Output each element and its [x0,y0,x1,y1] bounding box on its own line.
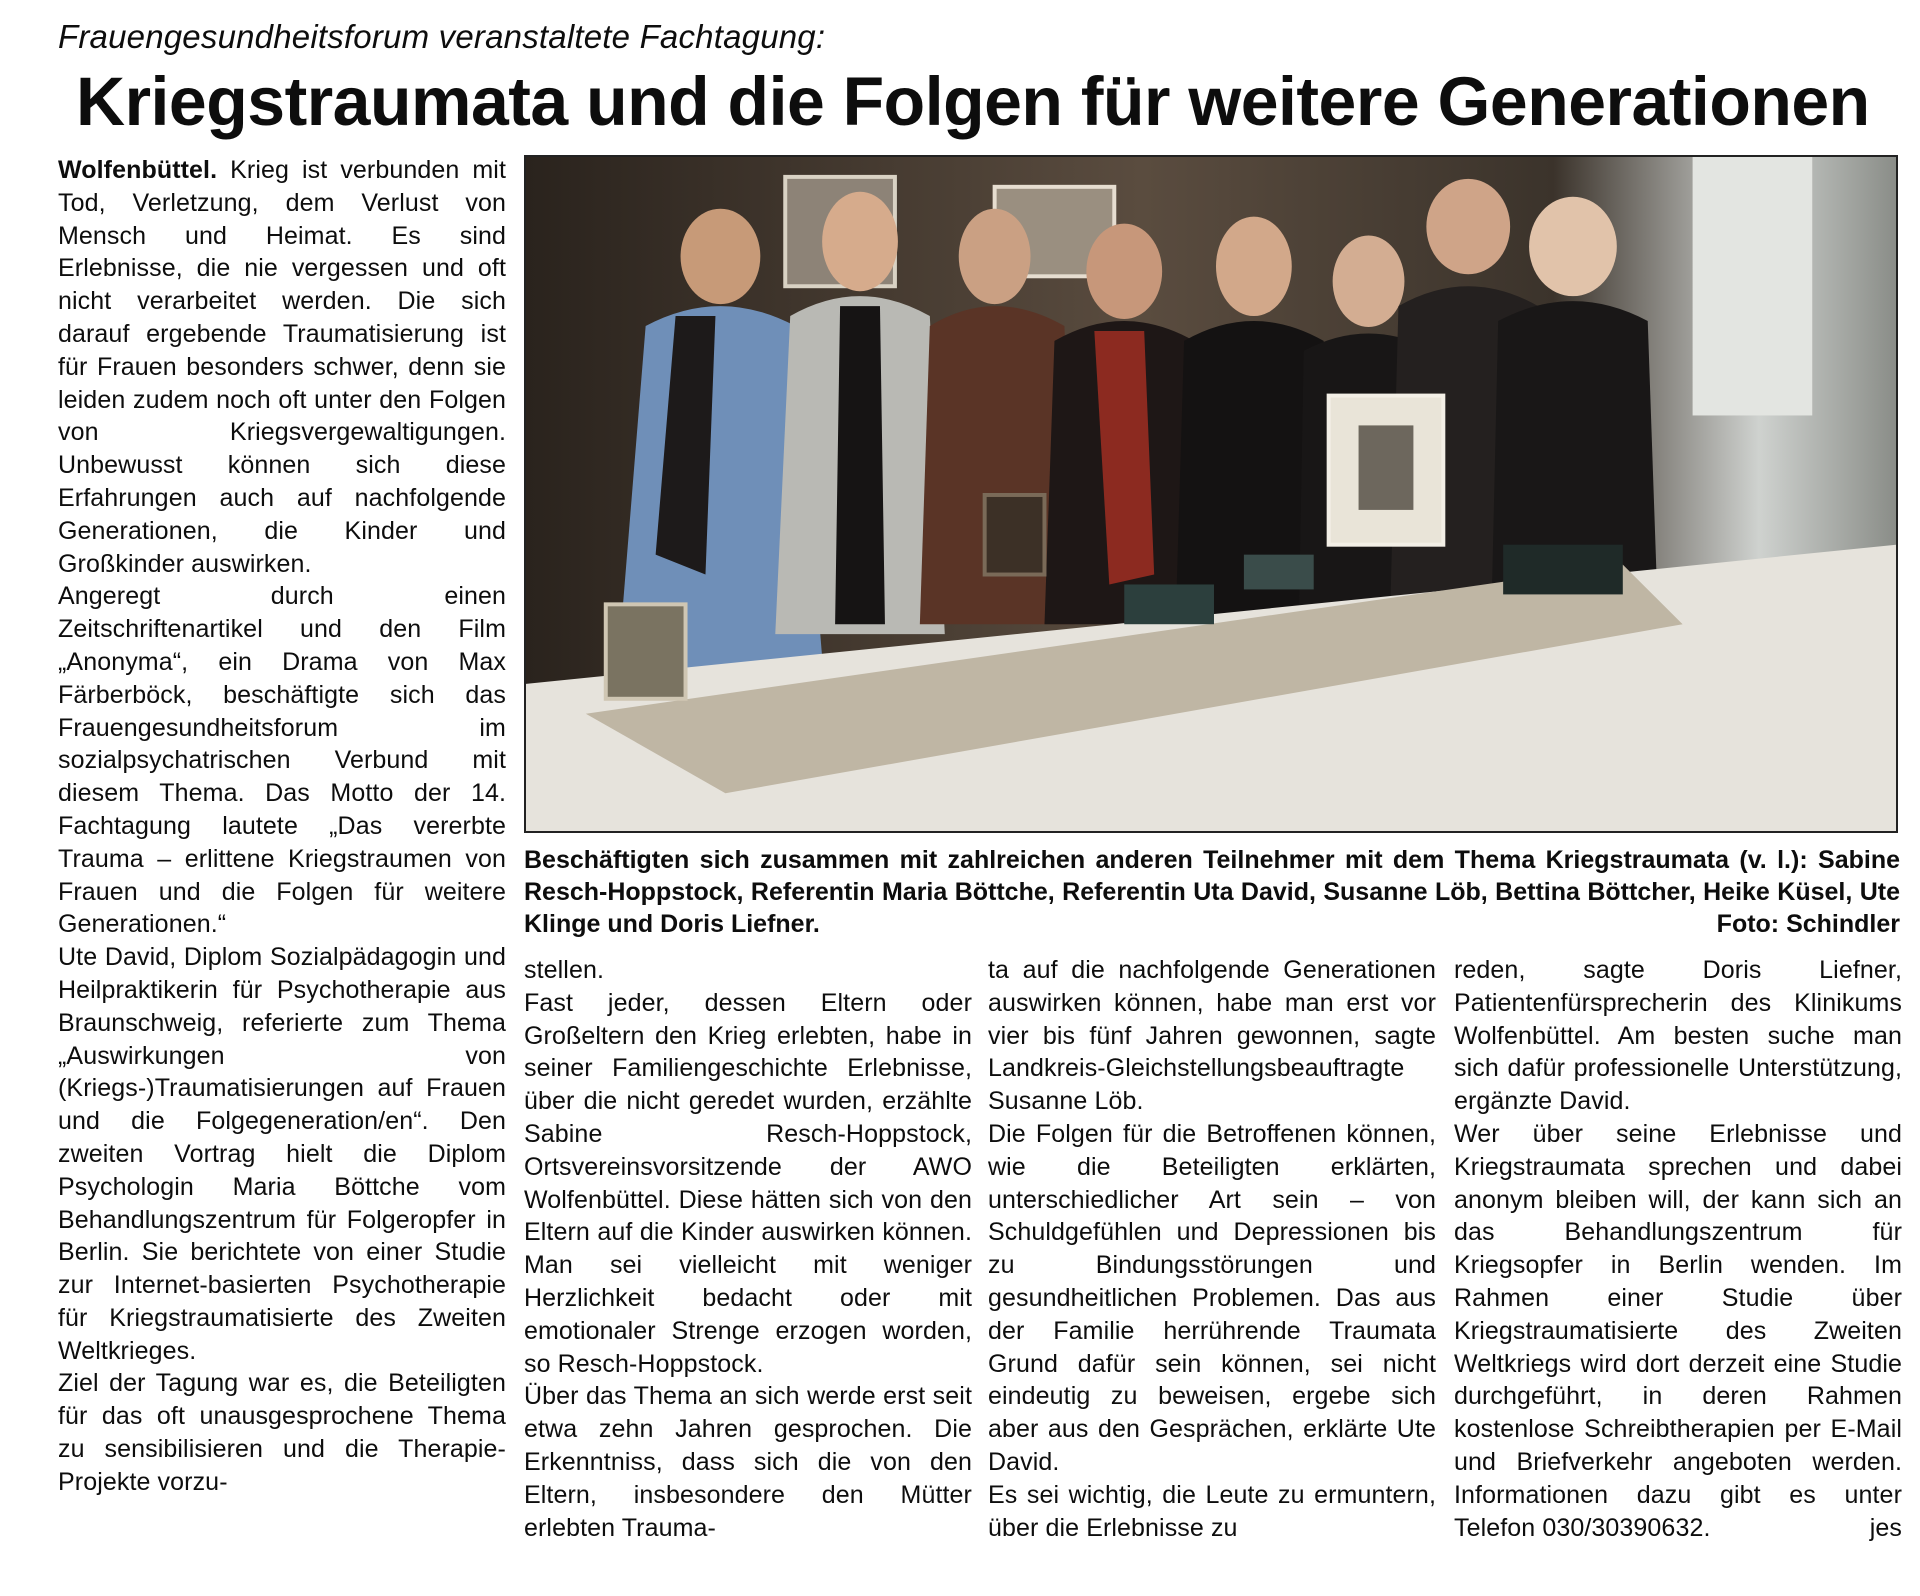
photo-caption [524,844,1900,940]
photo-credit: Foto: Schindler [1716,910,1900,938]
author-signature: jes [1869,1513,1902,1542]
article-headline: Kriegstraumata und die Folgen für weitere Generationen [76,63,1870,140]
caption-text: Beschäftigten sich zusammen mit zahlreichen anderen Teilnehmer mit dem Thema Kriegstraumata (v. l.): Sabine Resch-Hoppstock, Referentin Maria Böttche, Referentin Uta David, Susanne Löb, Bettina Böttcher, Heike Küsel, Ute Klinge und Doris Liefner. [524,846,1900,938]
article-kicker: Frauengesundheitsforum veranstaltete Fachtagung: [58,18,826,55]
article-column-2 [524,954,972,1544]
lead-paragraph [58,154,506,580]
group-photo-image [526,157,1896,831]
dateline: Wolfenbüttel. [58,156,218,184]
article-photo [524,155,1898,833]
article-column-4 [1454,954,1902,1544]
paragraph: ta auf die nachfolgende Generationen auswirken können, habe man erst vor vier bis fünf Jahren gewonnen, sagte Landkreis-Gleichstellungsbeauftragte Susanne Löb. [988,956,1436,1116]
paragraph: Ute David, Diplom Sozialpädagogin und Heilpraktikerin für Psychotherapie aus Braunschweig, referierte zum Thema „Auswirkungen von (Kriegs-)Traumatisierungen auf Frauen und die Folgegeneration/en“. Den zweiten Vortrag hielt die Diplom Psychologin Maria Böttche vom Behandlungszentrum für Folgeropfer in Berlin. Sie berichtete von einer Studie zur Internet-basierten Psychotherapie für Kriegstraumatisierte des Zweiten Weltkrieges. [58,943,506,1365]
article-column-1 [58,154,506,1499]
paragraph: Fast jeder, dessen Eltern oder Großeltern den Krieg erlebten, habe in seiner Familiengeschichte Erlebnisse, über die nicht geredet wurden, erzählte Sabine Resch-Hoppstock, Ortsvereinsvorsitzende der AWO Wolfenbüttel. Diese hätten sich von den Eltern auf die Kinder auswirken können. Man sei vielleicht mit weniger Herzlichkeit bedacht oder mit emotionaler Strenge erzogen worden, so Resch-Hoppstock. [524,988,972,1378]
paragraph [1454,1118,1902,1544]
paragraph: Die Folgen für die Betroffenen können, wie die Beteiligten erklärten, unterschiedlicher Art sein – von Schuldgefühlen und Depressionen bis zu Bindungsstörungen und gesundheitlichen Problemen. Das aus der Familie herrührende Traumata Grund dafür sein können, sei nicht eindeutig zu beweisen, ergebe sich aber aus den Gesprächen, erklärte Ute David. [988,1119,1436,1476]
lead-text: Krieg ist verbunden mit Tod, Verletzung, dem Verlust von Mensch und Heimat. Es sind Erlebnisse, die nie vergessen und oft nicht verarbeitet werden. Die sich darauf ergebende Traumatisierung ist für Frauen besonders schwer, denn sie leiden zudem noch oft unter den Folgen von Kriegsvergewaltigungen. Unbewusst können sich diese Erfahrungen auch auf nachfolgende Generationen, die Kinder und Großkinder auswirken. [58,156,506,578]
article-column-3 [988,954,1436,1544]
paragraph: Angeregt durch einen Zeitschriftenartikel und den Film „Anonyma“, ein Drama von Max Färberböck, beschäftigte sich das Frauengesundheitsforum im sozialpsychatrischen Verbund mit diesem Thema. Das Motto der 14. Fachtagung lautete „Das vererbte Trauma – erlittene Kriegstraumen von Frauen und die Folgen für weitere Generationen.“ [58,582,506,939]
paragraph-text: Wer über seine Erlebnisse und Kriegstraumata sprechen und dabei anonym bleiben will, der kann sich an das Behandlungszentrum für Kriegsopfer in Berlin wenden. Im Rahmen einer Studie über Kriegstraumatisierte des Zweiten Weltkriegs wird dort derzeit eine Studie durchgeführt, in deren Rahmen kostenlose Schreibtherapien per E-Mail und Briefverkehr angeboten werden. Informationen dazu gibt es unter Telefon 030/30390632. [1454,1119,1902,1542]
paragraph: reden, sagte Doris Liefner, Patientenfürsprecherin des Klinikums Wolfenbüttel. Am besten suche man sich dafür professionelle Unterstützung, ergänzte David. [1454,956,1902,1116]
paragraph: Ziel der Tagung war es, die Beteiligten für das oft unausgesprochene Thema zu sensibilisieren und die Therapie-Projekte vorzu- [58,1369,506,1496]
paragraph: stellen. [524,956,605,984]
paragraph: Es sei wichtig, die Leute zu ermuntern, über die Erlebnisse zu [988,1480,1436,1542]
paragraph: Über das Thema an sich werde erst seit etwa zehn Jahren gesprochen. Die Erkenntniss, dass sich die von den Eltern, insbesondere den Mütter erlebten Trauma- [524,1382,972,1542]
